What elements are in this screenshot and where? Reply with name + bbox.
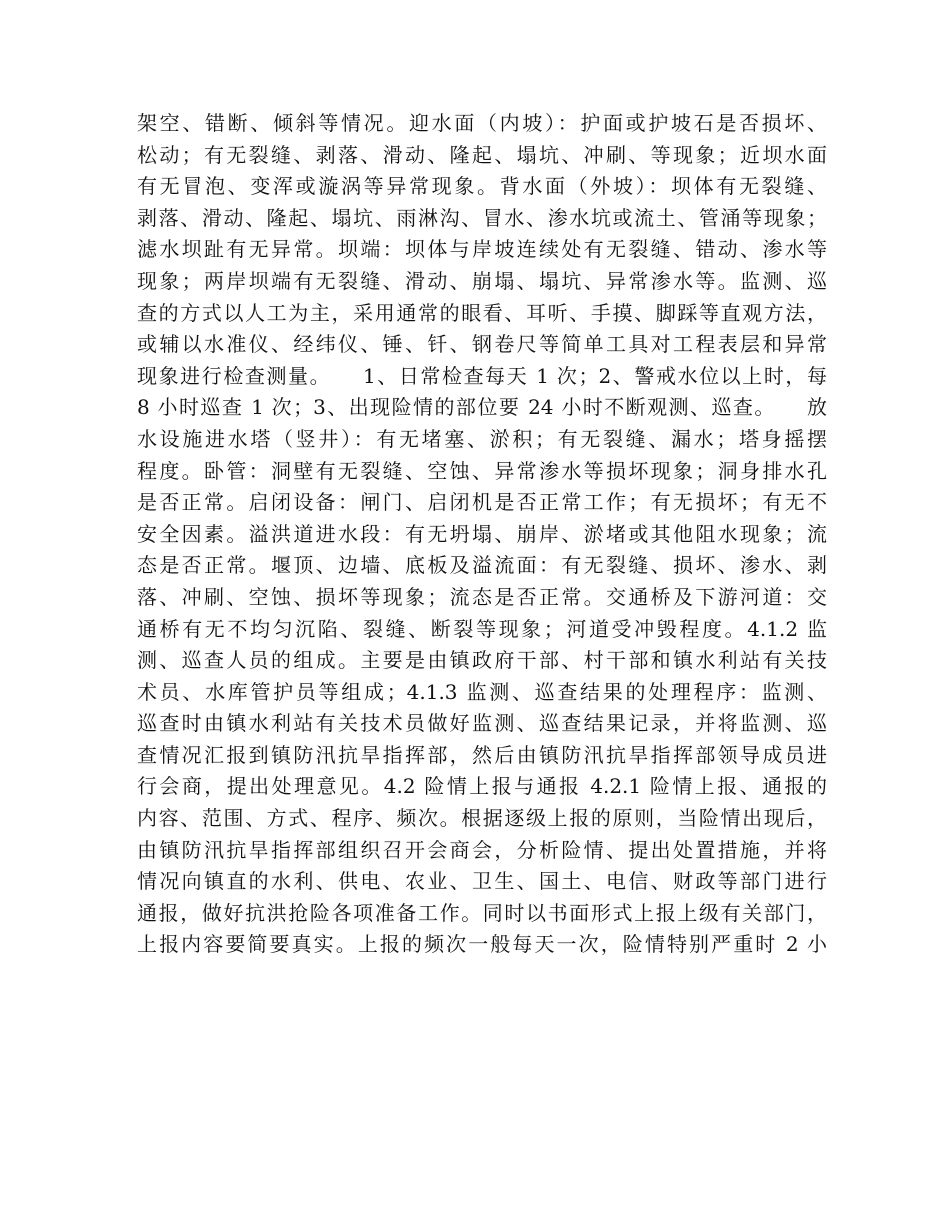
text-line-9: 现象进行检查测量。 1、日常检查每天 1 次；2、警戒水位以上时，每 [137, 363, 827, 388]
text-line-15: 态是否正常。堰顶、边墙、底板及溢流面：有无裂缝、损坏、渗水、剥 [137, 553, 827, 578]
text-line-3: 有无冒泡、变浑或漩涡等异常现象。背水面（外坡）：坝体有无裂缝、 [137, 174, 827, 199]
text-line-27: 上报内容要简要真实。上报的频次一般每天一次，险情特别严重时 2 小 [137, 932, 827, 957]
text-line-14: 安全因素。溢洪道进水段：有无坍塌、崩岸、淤堵或其他阻水现象；流 [137, 521, 827, 546]
text-line-6: 现象；两岸坝端有无裂缝、滑动、崩塌、塌坑、异常渗水等。监测、巡 [137, 268, 827, 293]
text-line-22: 行会商，提出处理意见。4.2 险情上报与通报 4.2.1 险情上报、通报的 [137, 774, 827, 799]
text-line-19: 术员、水库管护员等组成；4.1.3 监测、巡查结果的处理程序：监测、 [137, 679, 827, 704]
text-line-4: 剥落、滑动、隆起、塌坑、雨淋沟、冒水、渗水坑或流土、管涌等现象； [137, 205, 827, 230]
text-line-18: 测、巡查人员的组成。主要是由镇政府干部、村干部和镇水利站有关技 [137, 648, 827, 673]
text-line-13: 是否正常。启闭设备：闸门、启闭机是否正常工作；有无损坏；有无不 [137, 490, 827, 515]
text-line-16: 落、冲刷、空蚀、损坏等现象；流态是否正常。交通桥及下游河道：交 [137, 584, 827, 609]
text-line-23: 内容、范围、方式、程序、频次。根据逐级上报的原则，当险情出现后， [137, 806, 827, 831]
text-line-7: 查的方式以人工为主，采用通常的眼看、耳听、手摸、脚踩等直观方法， [137, 300, 827, 325]
text-line-2: 松动；有无裂缝、剥落、滑动、隆起、塌坑、冲刷、等现象；近坝水面 [137, 142, 827, 167]
text-line-26: 通报，做好抗洪抢险各项准备工作。同时以书面形式上报上级有关部门， [137, 900, 827, 925]
text-line-12: 程度。卧管：洞壁有无裂缝、空蚀、异常渗水等损坏现象；洞身排水孔 [137, 458, 827, 483]
text-line-1: 架空、错断、倾斜等情况。迎水面（内坡）：护面或护坡石是否损坏、 [137, 111, 827, 135]
text-line-11: 水设施进水塔（竖井）：有无堵塞、淤积；有无裂缝、漏水；塔身摇摆 [137, 426, 827, 451]
text-line-8: 或辅以水准仪、经纬仪、锤、钎、钢卷尺等简单工具对工程表层和异常 [137, 332, 827, 357]
text-line-25: 情况向镇直的水利、供电、农业、卫生、国土、电信、财政等部门进行 [137, 869, 827, 894]
text-line-10: 8 小时巡查 1 次；3、出现险情的部位要 24 小时不断观测、巡查。 放 [137, 395, 827, 420]
text-line-5: 滤水坝趾有无异常。坝端：坝体与岸坡连续处有无裂缝、错动、渗水等 [137, 237, 827, 262]
text-line-17: 通桥有无不均匀沉陷、裂缝、断裂等现象；河道受冲毁程度。4.1.2 监 [137, 616, 827, 641]
text-line-21: 查情况汇报到镇防汛抗旱指挥部，然后由镇防汛抗旱指挥部领导成员进 [137, 742, 827, 767]
text-line-24: 由镇防汛抗旱指挥部组织召开会商会，分析险情、提出处置措施，并将 [137, 837, 827, 862]
body-text [137, 108, 827, 961]
text-line-20: 巡查时由镇水利站有关技术员做好监测、巡查结果记录，并将监测、巡 [137, 711, 827, 736]
